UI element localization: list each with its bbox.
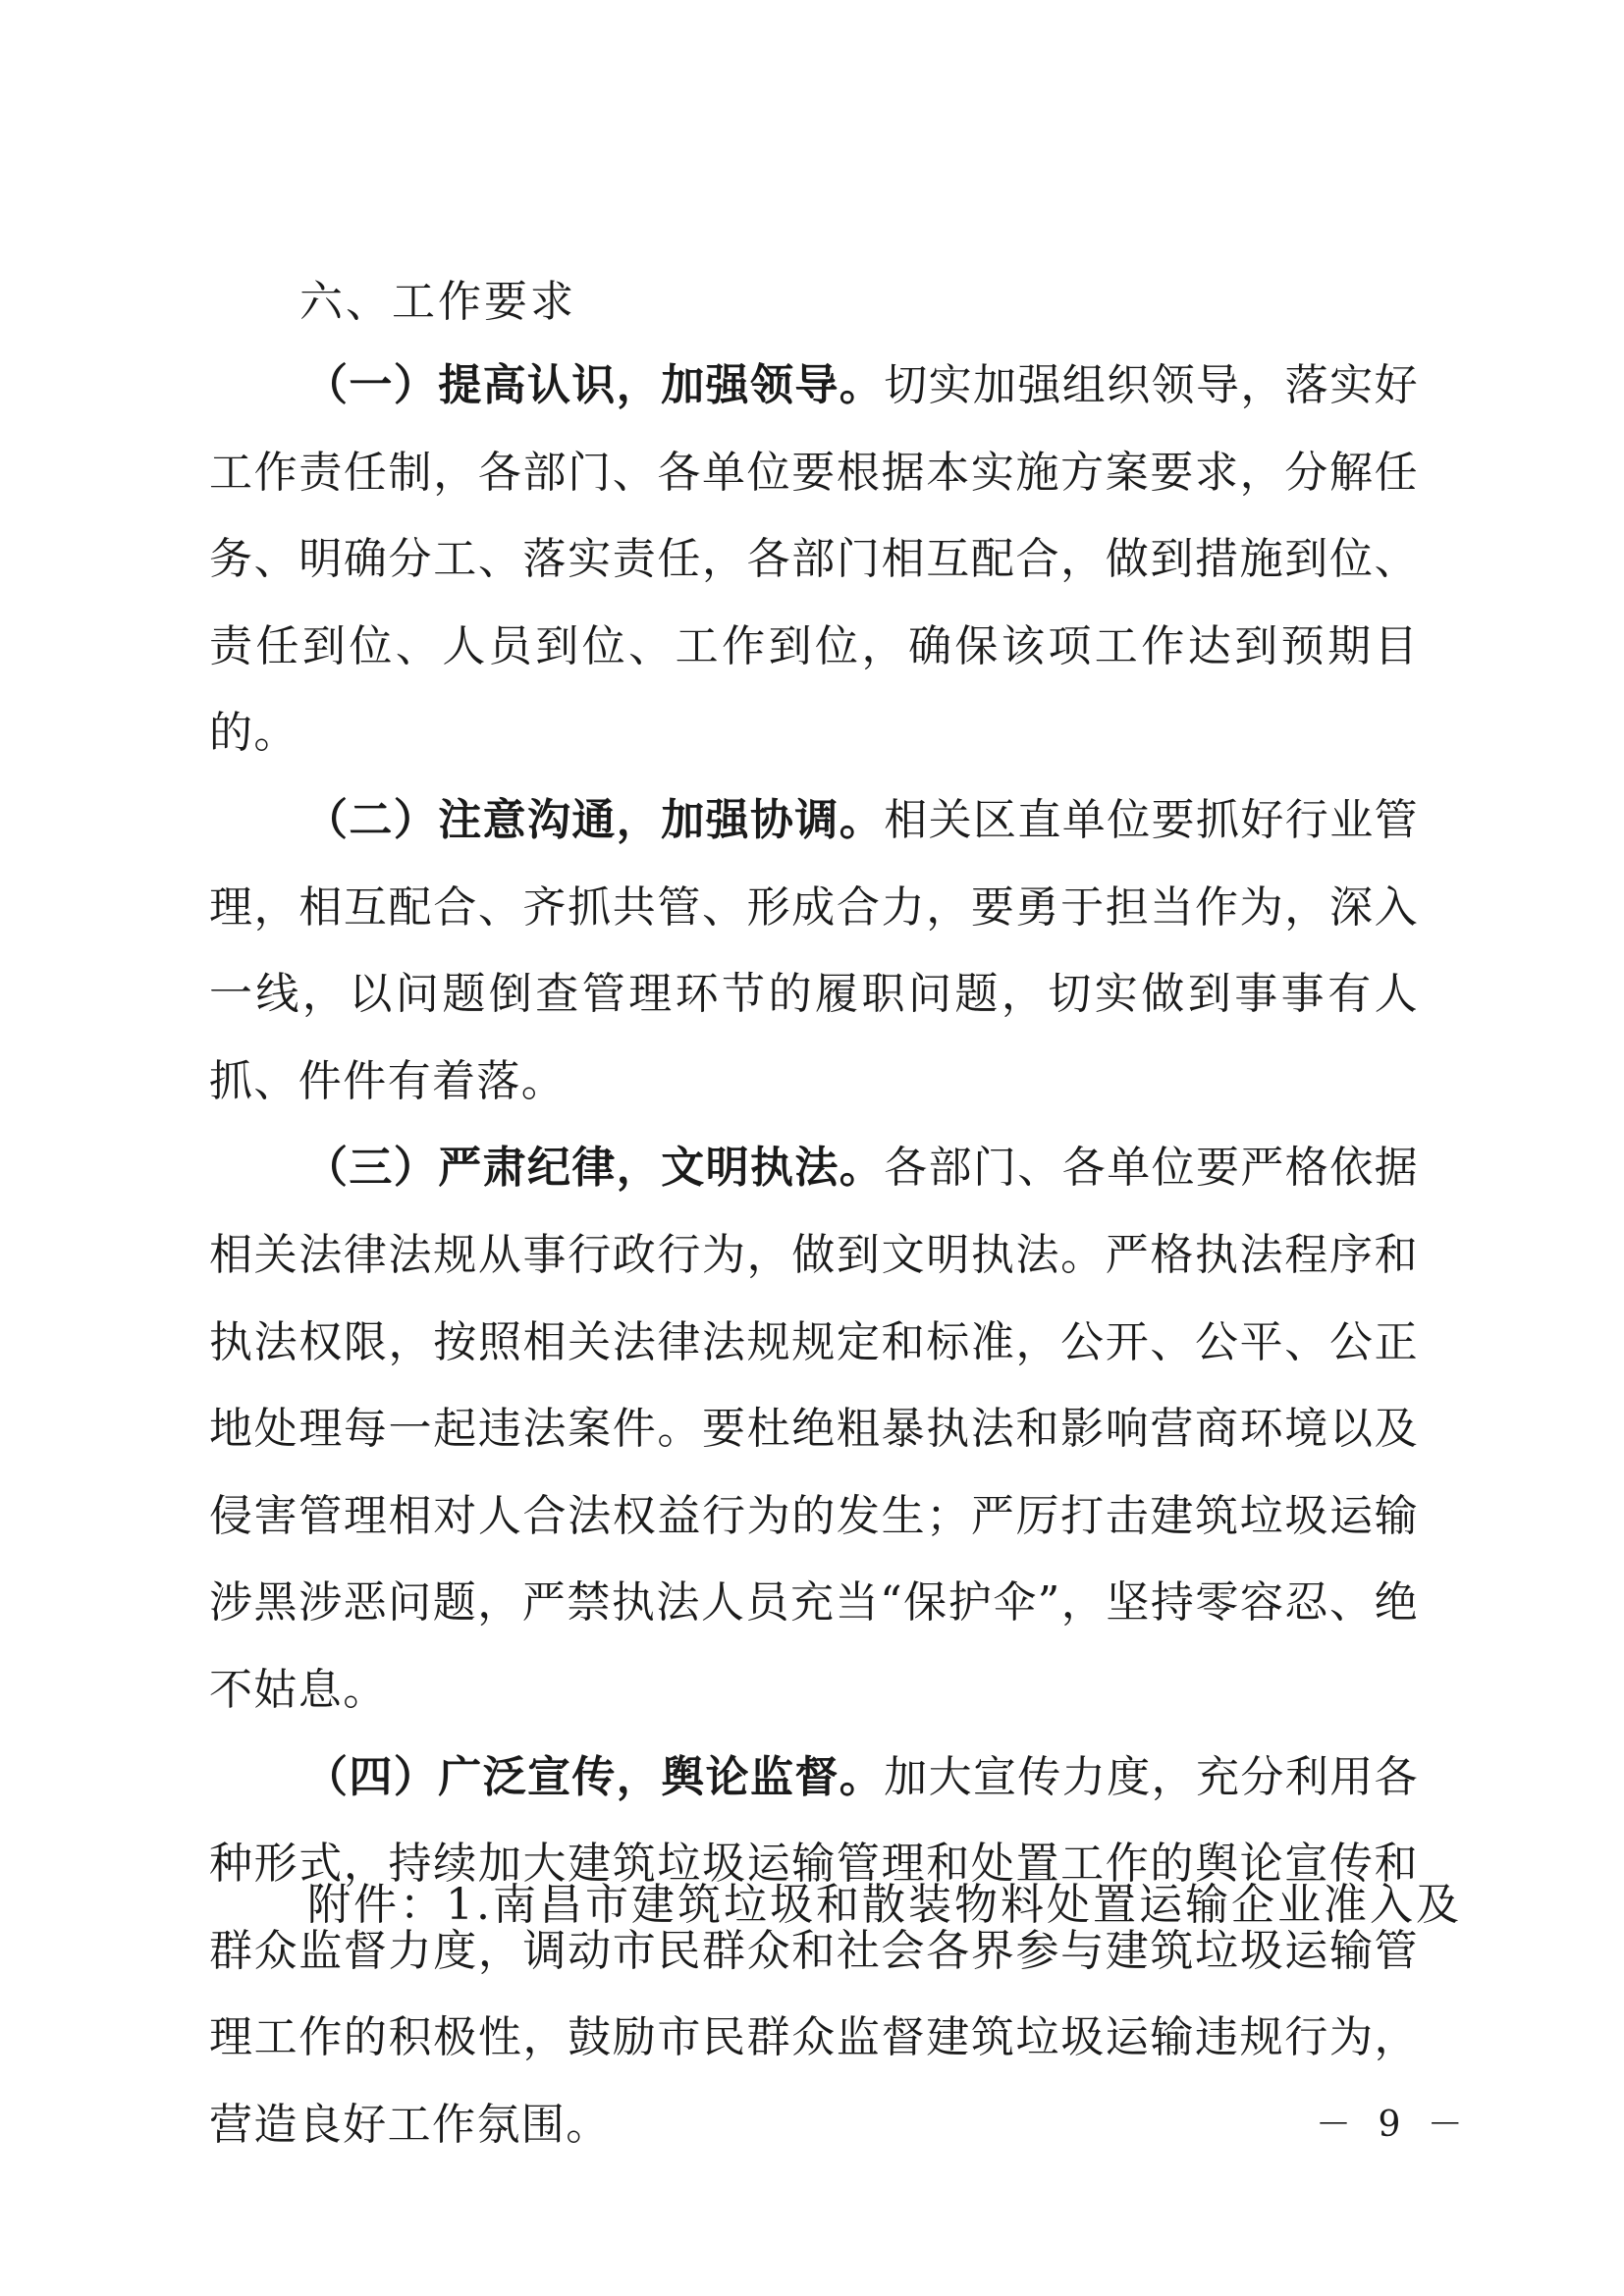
paragraph-1-lead: （一）提高认识，加强领导。 <box>304 360 885 410</box>
section-heading: 六、工作要求 <box>299 277 576 327</box>
paragraph-3-text: 各部门、各单位要严格依据相关法律法规从事行政行为，做到文明执法。严格执法程序和执法权限，按照相关法律法规规定和标准，公开、公平、公正地处理每一起违法案件。要杜绝粗暴执法和影响营商环境以及侵害管理相对人合法权益行为的发生；严厉打击建筑垃圾运输涉黑涉恶问题，严禁执法人员充当“保护伞”，坚持零容忍、绝不姑息。 <box>209 1143 1420 1715</box>
paragraph-2-text: 相关区直单位要抓好行业管理，相互配合、齐抓共管、形成合力，要勇于担当作为，深入一线，以问题倒查管理环节的履职问题，切实做到事事有人抓、件件有着落。 <box>209 794 1420 1106</box>
paragraph-4-lead: （四）广泛宣传，舆论监督。 <box>304 1751 885 1802</box>
paragraph-1-text: 切实加强组织领导，落实好工作责任制，各部门、各单位要根据本实施方案要求，分解任务、明确分工、落实责任，各部门相互配合，做到措施到位、责任到位、人员到位、工作到位，确保该项工作达到预期目的。 <box>209 360 1420 759</box>
page-number: － 9 － <box>1316 2105 1471 2145</box>
paragraph-4-text: 加大宣传力度，充分利用各种形式，持续加大建筑垃圾运输管理和处置工作的舆论宣传和群众监督力度，调动市民群众和社会各界参与建筑垃圾运输管理工作的积极性，鼓励市民群众监督建筑垃圾运输违规行为，营造良好工作氛围。 <box>209 1751 1420 2150</box>
paragraph-3 <box>209 1125 1419 1734</box>
paragraph-3-lead: （三）严肃纪律，文明执法。 <box>304 1143 885 1194</box>
paragraph-2-lead: （二）注意沟通，加强协调。 <box>304 794 885 845</box>
paragraph-2 <box>209 777 1419 1125</box>
paragraph-4 <box>209 1735 1419 2169</box>
paragraph-1 <box>209 343 1419 777</box>
attachment-line: 附件：1.南昌市建筑垃圾和散装物料处置运输企业准入及 <box>307 1880 1462 1930</box>
